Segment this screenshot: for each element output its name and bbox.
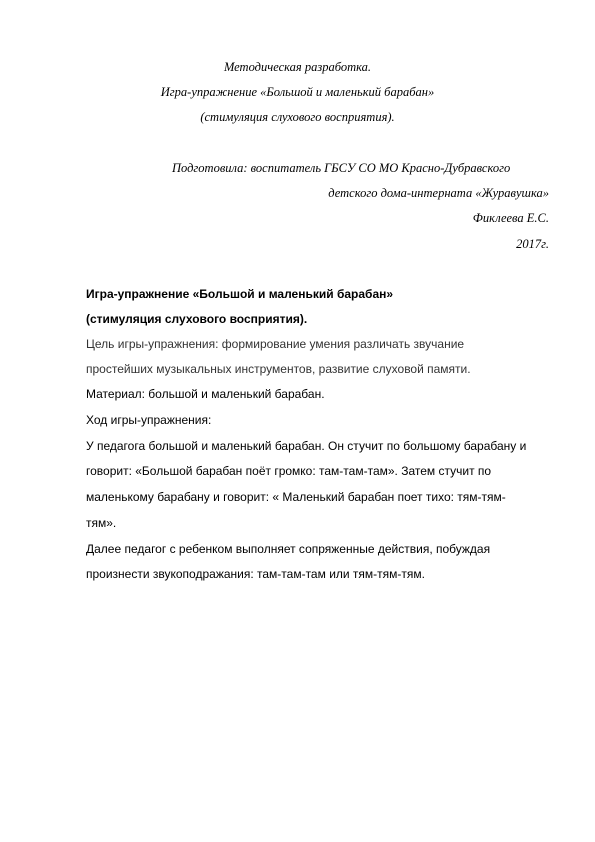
paragraph-2-line-2: произнести звукоподражания: там-там-там или тям-тям-тям. bbox=[86, 567, 425, 581]
paragraph-2-line-1: Далее педагог с ребенком выполняет сопряженные действия, побуждая bbox=[86, 542, 491, 556]
header-line-1: Методическая разработка. bbox=[223, 60, 372, 74]
goal-line-1: Цель игры-упражнения: формирование умения различать звучание bbox=[86, 337, 465, 351]
paragraph-1-line-1: У педагога большой и маленький барабан. Он стучит по большому барабану и bbox=[86, 439, 527, 453]
body-title-line-1: Игра-упражнение «Большой и маленький барабан» bbox=[86, 287, 394, 301]
author-line-2: детского дома-интерната «Журавушка» bbox=[328, 186, 549, 200]
author-name: Фиклеева Е.С. bbox=[472, 211, 549, 225]
paragraph-1-line-4: тям». bbox=[86, 516, 117, 530]
author-year: 2017г. bbox=[516, 237, 549, 251]
paragraph-1-line-3: маленькому барабану и говорит: « Маленький барабан поет тихо: тям-тям- bbox=[86, 490, 506, 504]
process-heading: Ход игры-упражнения: bbox=[86, 413, 212, 427]
header-line-3: (стимуляция слухового восприятия). bbox=[200, 110, 395, 124]
header-line-2: Игра-упражнение «Большой и маленький барабан» bbox=[160, 85, 435, 99]
material-line: Материал: большой и маленький барабан. bbox=[86, 387, 325, 401]
body-title-line-2: (стимуляция слухового восприятия). bbox=[86, 312, 308, 326]
goal-line-2: простейших музыкальных инструментов, развитие слуховой памяти. bbox=[86, 362, 471, 376]
author-line-1: Подготовила: воспитатель ГБСУ СО МО Красно-Дубравского bbox=[172, 161, 511, 175]
paragraph-1-line-2: говорит: «Большой барабан поёт громко: там-там-там». Затем стучит по bbox=[86, 464, 492, 478]
